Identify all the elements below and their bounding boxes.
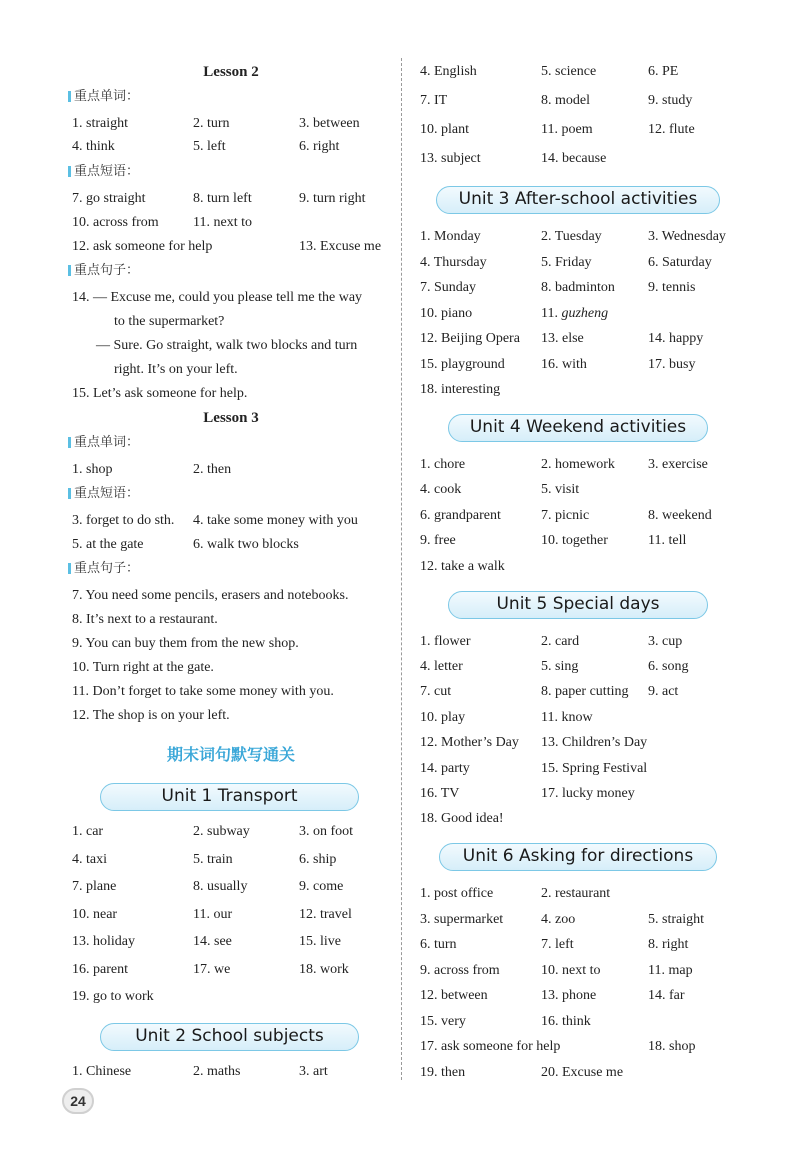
unit6-item: 10. next to (541, 963, 601, 978)
lesson2-word: 6. right (299, 139, 340, 154)
unit5-item: 4. letter (420, 659, 463, 674)
unit5-item: 1. flower (420, 634, 471, 649)
lesson3-sentence: 8. It’s next to a restaurant. (72, 612, 218, 627)
unit5-item: 3. cup (648, 634, 683, 649)
unit3-item-number: 11. (541, 306, 562, 321)
unit5-item: 15. Spring Festival (541, 761, 648, 776)
unit3-item: 15. playground (420, 357, 505, 372)
unit5-title: Unit 5 Special days (448, 591, 708, 619)
unit4-item: 3. exercise (648, 457, 708, 472)
unit5-item: 16. TV (420, 786, 460, 801)
unit6-item: 17. ask someone for help (420, 1039, 561, 1054)
unit6-item: 11. map (648, 963, 693, 978)
unit3-item: 1. Monday (420, 229, 481, 244)
lesson3-phrases-label: 重点短语： (68, 486, 139, 501)
unit3-item: 7. Sunday (420, 280, 476, 295)
unit6-item: 2. restaurant (541, 886, 611, 901)
unit3-item: 10. piano (420, 306, 473, 321)
lesson2-sentence: to the supermarket? (114, 314, 225, 329)
unit6-item: 13. phone (541, 988, 597, 1003)
unit4-item: 7. picnic (541, 508, 590, 523)
unit4-item: 11. tell (648, 533, 687, 548)
unit6-item: 16. think (541, 1014, 591, 1029)
unit1-item: 17. we (193, 962, 231, 977)
unit6-title: Unit 6 Asking for directions (439, 843, 717, 871)
unit4-item: 12. take a walk (420, 559, 505, 574)
unit2-item: 7. IT (420, 93, 448, 108)
unit1-item: 15. live (299, 934, 341, 949)
lesson2-sentence: 14. — Excuse me, could you please tell me the way (72, 290, 363, 305)
unit1-item: 13. holiday (72, 934, 135, 949)
unit5-item: 11. know (541, 710, 593, 725)
unit6-item: 20. Excuse me (541, 1065, 624, 1080)
unit1-item: 7. plane (72, 879, 117, 894)
unit5-item: 7. cut (420, 684, 452, 699)
unit6-item: 4. zoo (541, 912, 576, 927)
unit3-item: 13. else (541, 331, 584, 346)
unit5-item: 10. play (420, 710, 466, 725)
unit2-item: 8. model (541, 93, 590, 108)
lesson3-sentence: 12. The shop is on your left. (72, 708, 230, 723)
unit3-item: 9. tennis (648, 280, 696, 295)
column-divider (401, 58, 402, 1080)
unit5-item: 14. party (420, 761, 470, 776)
unit3-item: 16. with (541, 357, 587, 372)
unit4-item: 6. grandparent (420, 508, 501, 523)
lesson3-sentence: 11. Don’t forget to take some money with you. (72, 684, 334, 699)
lesson2-phrase: 7. go straight (72, 191, 146, 206)
lesson3-phrase: 3. forget to do sth. (72, 513, 175, 528)
unit3-item-word: guzheng (561, 306, 609, 321)
lesson3-word: 1. shop (72, 462, 113, 477)
unit6-item: 15. very (420, 1014, 466, 1029)
unit4-item: 8. weekend (648, 508, 712, 523)
unit4-title: Unit 4 Weekend activities (448, 414, 708, 442)
lesson2-phrase: 13. Excuse me (299, 239, 382, 254)
unit3-item: 3. Wednesday (648, 229, 726, 244)
unit2-item: 1. Chinese (72, 1064, 132, 1079)
lesson2-phrase: 10. across from (72, 215, 159, 230)
unit3-item: 8. badminton (541, 280, 615, 295)
unit3-item: 6. Saturday (648, 255, 712, 270)
lesson2-sentence: — Sure. Go straight, walk two blocks and turn (96, 338, 358, 353)
unit6-item: 18. shop (648, 1039, 696, 1054)
unit1-item: 6. ship (299, 852, 337, 867)
unit5-item: 17. lucky money (541, 786, 635, 801)
unit3-item (541, 306, 608, 322)
unit1-item: 10. near (72, 907, 118, 922)
unit1-item: 9. come (299, 879, 344, 894)
unit2-item: 14. because (541, 151, 607, 166)
unit5-item: 13. Children’s Day (541, 735, 648, 750)
unit6-item: 5. straight (648, 912, 704, 927)
unit2-item: 11. poem (541, 122, 593, 137)
unit4-item: 2. homework (541, 457, 615, 472)
unit6-item: 6. turn (420, 937, 457, 952)
unit2-item: 10. plant (420, 122, 469, 137)
unit4-item: 1. chore (420, 457, 466, 472)
unit5-item: 18. Good idea! (420, 811, 504, 826)
unit3-item: 4. Thursday (420, 255, 487, 270)
unit5-item: 9. act (648, 684, 679, 699)
unit3-title: Unit 3 After-school activities (436, 186, 720, 214)
lesson3-sentences-label: 重点句子： (68, 561, 139, 576)
unit2-item: 12. flute (648, 122, 695, 137)
unit1-item: 8. usually (193, 879, 248, 894)
lesson3-title: Lesson 3 (203, 410, 259, 426)
unit3-item: 17. busy (648, 357, 696, 372)
unit1-title: Unit 1 Transport (100, 783, 359, 811)
unit1-item: 5. train (193, 852, 233, 867)
unit2-item: 13. subject (420, 151, 481, 166)
lesson3-word: 2. then (193, 462, 232, 477)
unit5-item: 8. paper cutting (541, 684, 629, 699)
lesson2-word: 1. straight (72, 116, 128, 131)
unit3-item: 12. Beijing Opera (420, 331, 520, 346)
unit3-item: 14. happy (648, 331, 704, 346)
lesson2-sentence: 15. Let’s ask someone for help. (72, 386, 248, 401)
unit5-item: 2. card (541, 634, 580, 649)
unit2-item: 3. art (299, 1064, 328, 1079)
unit2-item: 9. study (648, 93, 693, 108)
unit2-item: 6. PE (648, 64, 679, 79)
unit6-item: 7. left (541, 937, 574, 952)
lesson3-sentence: 9. You can buy them from the new shop. (72, 636, 299, 651)
unit2-item: 4. English (420, 64, 477, 79)
unit5-item: 6. song (648, 659, 689, 674)
unit3-item: 18. interesting (420, 382, 501, 397)
unit6-item: 19. then (420, 1065, 466, 1080)
lesson2-word: 4. think (72, 139, 115, 154)
lesson2-word: 5. left (193, 139, 226, 154)
lesson3-phrase: 5. at the gate (72, 537, 144, 552)
unit1-item: 19. go to work (72, 989, 154, 1004)
lesson2-words-label: 重点单词： (68, 89, 139, 104)
lesson2-word: 3. between (299, 116, 360, 131)
lesson3-sentence: 7. You need some pencils, erasers and notebooks. (72, 588, 349, 603)
unit4-item: 10. together (541, 533, 608, 548)
unit4-item: 9. free (420, 533, 456, 548)
lesson2-sentence: right. It’s on your left. (114, 362, 238, 377)
page-number: 24 (62, 1088, 94, 1114)
unit1-item: 2. subway (193, 824, 250, 839)
lesson2-phrase: 12. ask someone for help (72, 239, 213, 254)
unit6-item: 8. right (648, 937, 689, 952)
unit5-item: 5. sing (541, 659, 579, 674)
unit6-item: 12. between (420, 988, 488, 1003)
unit5-item: 12. Mother’s Day (420, 735, 519, 750)
unit1-item: 1. car (72, 824, 104, 839)
lesson3-phrase: 4. take some money with you (193, 513, 358, 528)
lesson2-phrases-label: 重点短语： (68, 164, 139, 179)
unit1-item: 12. travel (299, 907, 352, 922)
lesson3-words-label: 重点单词： (68, 435, 139, 450)
unit2-title: Unit 2 School subjects (100, 1023, 359, 1051)
unit2-item: 5. science (541, 64, 597, 79)
unit1-item: 4. taxi (72, 852, 107, 867)
lesson2-phrase: 11. next to (193, 215, 252, 230)
lesson3-phrase: 6. walk two blocks (193, 537, 299, 552)
unit1-item: 18. work (299, 962, 349, 977)
lesson2-phrase: 8. turn left (193, 191, 252, 206)
unit1-item: 14. see (193, 934, 232, 949)
lesson2-sentences-label: 重点句子： (68, 263, 139, 278)
lesson2-phrase: 9. turn right (299, 191, 366, 206)
unit6-item: 14. far (648, 988, 685, 1003)
lesson2-word: 2. turn (193, 116, 230, 131)
unit1-item: 16. parent (72, 962, 128, 977)
final-review-title: 期末词句默写通关 (166, 745, 295, 764)
unit3-item: 2. Tuesday (541, 229, 602, 244)
unit3-item: 5. Friday (541, 255, 592, 270)
unit2-item: 2. maths (193, 1064, 241, 1079)
lesson3-sentence: 10. Turn right at the gate. (72, 660, 214, 675)
unit6-item: 9. across from (420, 963, 500, 978)
unit6-item: 1. post office (420, 886, 494, 901)
lesson2-title: Lesson 2 (203, 64, 259, 80)
unit1-item: 3. on foot (299, 824, 354, 839)
unit4-item: 5. visit (541, 482, 580, 497)
unit1-item: 11. our (193, 907, 233, 922)
unit6-item: 3. supermarket (420, 912, 504, 927)
unit4-item: 4. cook (420, 482, 462, 497)
